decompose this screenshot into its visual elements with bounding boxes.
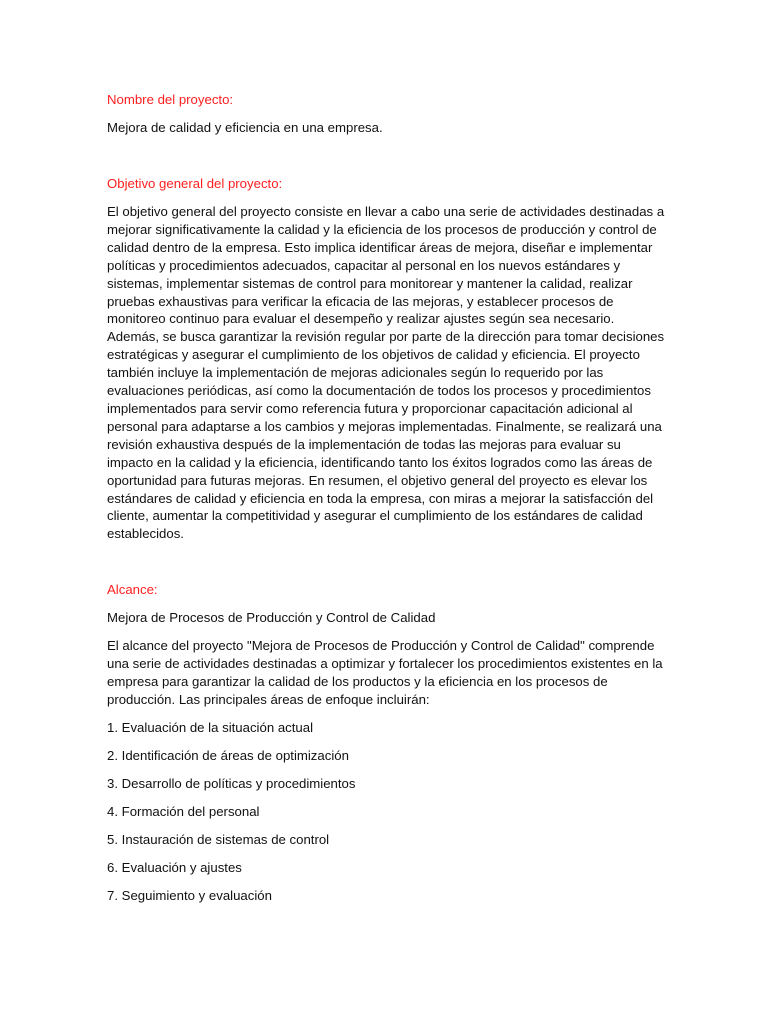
- list-item: 2. Identificación de áreas de optimización: [107, 748, 349, 764]
- section-spacer: [107, 553, 667, 581]
- project-name: Mejora de calidad y eficiencia en una empresa.: [107, 120, 383, 135]
- objective-heading: Objetivo general del proyecto:: [107, 176, 283, 191]
- project-name-heading: Nombre del proyecto:: [107, 92, 234, 107]
- scope-list: [107, 719, 667, 905]
- list-item: 4. Formación del personal: [107, 804, 260, 820]
- section-spacer: [107, 147, 667, 175]
- scope-body: El alcance del proyecto "Mejora de Procesos de Producción y Control de Calidad" comprende una serie de actividades destinadas a optimizar y fortalecer los procedimientos existentes en la empresa para garantizar la calidad de los productos y la eficiencia en los procesos de producción. Las principales áreas de enfoque incluirán:: [107, 638, 663, 708]
- list-item: 3. Desarrollo de políticas y procedimientos: [107, 776, 356, 792]
- list-item: 5. Instauración de sistemas de control: [107, 832, 330, 848]
- objective-body: El objetivo general del proyecto consiste en llevar a cabo una serie de actividades destinadas a mejorar significativamente la calidad y la eficiencia de los procesos de producción y control de calidad dentro de la empresa. Esto implica identificar áreas de mejora, diseñar e implementar políticas y procedimientos adecuados, capacitar al personal en los nuevos estándares y sistemas, implementar sistemas de control para monitorear y mantener la calidad, realizar pruebas exhaustivas para verificar la eficacia de las mejoras, y establecer procesos de monitoreo continuo para evaluar el desempeño y realizar ajustes según sea necesario. Además, se busca garantizar la revisión regular por parte de la dirección para tomar decisiones estratégicas y asegurar el cumplimiento de los objetivos de calidad y eficiencia. El proyecto también incluye la implementación de mejoras adicionales según lo requerido por las evaluaciones periódicas, así como la documentación de todos los procesos y procedimientos implementados para servir como referencia futura y proporcionar capacitación adicional al personal para adaptarse a los cambios y mejoras implementadas. Finalmente, se realizará una revisión exhaustiva después de la implementación de todas las mejoras para evaluar su impacto en la calidad y la eficiencia, identificando tanto los éxitos logrados como las áreas de oportunidad para futuras mejoras. En resumen, el objetivo general del proyecto es elevar los estándares de calidad y eficiencia en toda la empresa, con miras a mejorar la satisfacción del cliente, aumentar la competitividad y asegurar el cumplimiento de los estándares de calidad establecidos.: [107, 204, 665, 542]
- document-content: [107, 91, 667, 915]
- list-item: 7. Seguimiento y evaluación: [107, 888, 272, 904]
- list-item: 6. Evaluación y ajustes: [107, 860, 242, 876]
- list-item: 1. Evaluación de la situación actual: [107, 720, 314, 736]
- scope-heading: Alcance:: [107, 582, 158, 598]
- scope-title: Mejora de Procesos de Producción y Control de Calidad: [107, 610, 436, 626]
